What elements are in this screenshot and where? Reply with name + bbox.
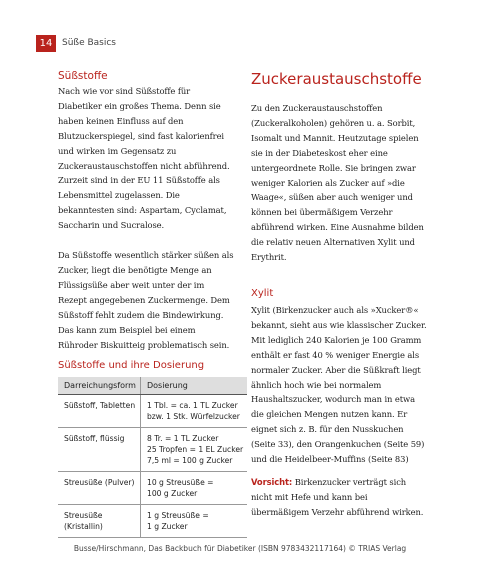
left-column [58,70,244,538]
table-cell-form: Streusüße (Pulver) [58,472,140,505]
footer-credit: Busse/Hirschmann, Das Backbuch für Diabetiker (ISBN 9783432117164) © TRIAS Verlag [73,544,407,553]
caution-label: Vorsicht: [251,476,293,487]
table-cell-dose [140,395,247,428]
column-header: Darreichungsform [58,377,140,395]
table-heading: Süßstoffe und ihre Dosierung [58,360,205,372]
table-row [58,428,247,472]
section-heading-zuckeraustauschstoffe: Zuckeraustauschstoffe [251,70,422,88]
paragraph: Nach wie vor sind Süßstoffe für Diabetiker ein großes Thema. Denn sie haben keinen Einfluss auf den Blutzuckerspiegel, sind fast kalorienfrei und wirken im Gegensatz zu Zuckeraustauschstoffen nicht abführend. Zurzeit sind in der EU 11 Süßstoffe als Lebensmittel zugelassen. Die bekanntesten sind: Aspartam, Cyclamat, Saccharin und Sucralose. [58,86,230,231]
table-cell-form: Süßstoff, flüssig [58,428,140,472]
table-cell-dose [140,428,247,472]
table-row [58,472,247,505]
dosage-table [58,377,247,538]
caution-text: Birkenzucker verträgt sich nicht mit Hefe und kann bei übermäßigem Verzehr abführend wirken. [251,476,424,517]
table-cell-form: Süßstoff, Tabletten [58,395,140,428]
dose-line: 7,5 ml = 100 g Zucker [146,456,233,466]
table-header-row [58,377,247,395]
dose-line: bzw. 1 Stk. Würfelzucker [146,412,240,422]
column-header: Dosierung [140,377,247,395]
section-heading-suessstoffe: Süßstoffe [58,70,108,82]
table-cell-dose [140,505,247,538]
table-cell-form: Streusüße (Kristallin) [58,505,140,538]
page-number: 14 [36,35,56,52]
paragraph: Da Süßstoffe wesentlich stärker süßen als Zucker, liegt die benötigte Menge an Flüssigsüße aber weit unter der im Rezept angegebenen Zuckermenge. Dem Süßstoff fehlt zudem die Bindewirkung. Das kann zum Beispiel bei einem Rühroder Biskuitteig problematisch sein. [58,250,234,350]
table-row [58,505,247,538]
dose-line: 25 Tropfen = 1 EL Zucker [146,445,244,455]
dose-line: 1 g Streusüße = [146,511,209,521]
table-row [58,395,247,428]
caution-paragraph [251,475,427,520]
running-title: Süße Basics [62,38,116,48]
dose-line: 1 Tbl. = ca. 1 TL Zucker [146,401,238,411]
dose-line: 8 Tr. = 1 TL Zucker [146,434,219,444]
paragraph: Zu den Zuckeraustauschstoffen (Zuckeralkoholen) gehören u. a. Sorbit, Isomalt und Mannit. Heutzutage spielen sie in der Diabeteskost eher eine untergeordnete Rolle. Sie bringen zwar weniger Kalorien als Zucker auf »die Waage«, süßen aber auch weniger und können bei übermäßigem Verzehr abführend wirken. Eine Ausnahme bilden die relativ neuen Alternativen Xylit und Erythrit. [251,103,424,263]
subheading-xylit: Xylit [251,287,274,299]
table-cell-dose [140,472,247,505]
dose-line: 100 g Zucker [146,489,198,499]
dose-line: 10 g Streusüße = [146,478,214,488]
paragraph: Xylit (Birkenzucker auch als »Xucker®« bekannt, sieht aus wie klassischer Zucker. Mit lediglich 240 Kalorien je 100 Gramm enthält er fast 40 % weniger Energie als normaler Zucker. Aber die Süßkraft liegt ähnlich hoch wie bei normalem Haushaltszucker, wodurch man in etwa die gleichen Mengen nutzen kann. Er eignet sich z. B. für den Nusskuchen (Seite 33), den Orangenkuchen (Seite 59) und die Heidelbeer-Muffins (Seite 83) [251,304,427,465]
right-column [251,70,427,520]
dose-line: 1 g Zucker [146,522,188,532]
